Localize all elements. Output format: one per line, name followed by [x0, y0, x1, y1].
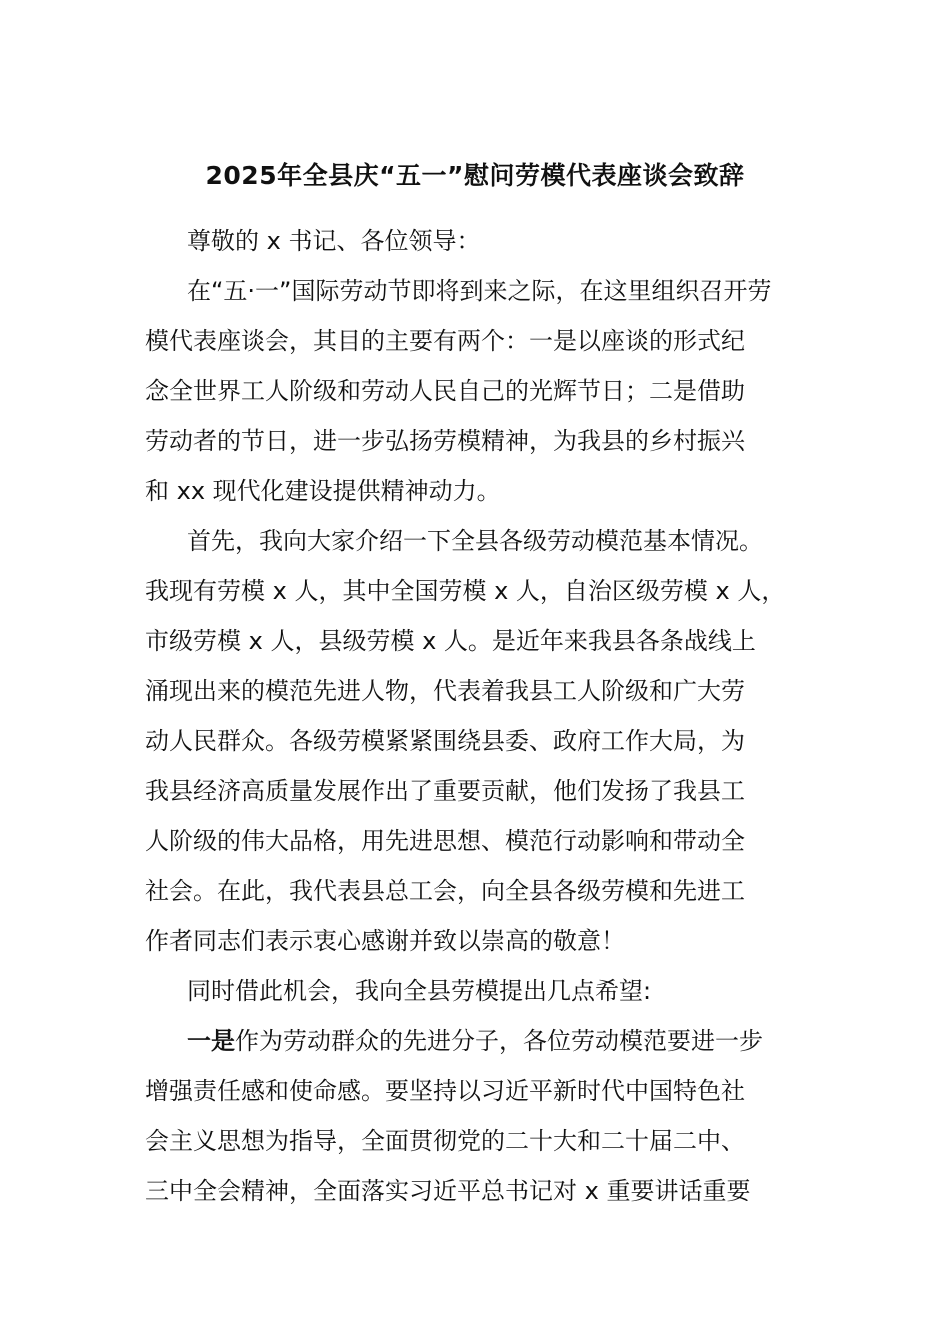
line-text: 作为劳动群众的先进分子，各位劳动模范要进一步: [235, 1027, 763, 1055]
line-text: 人阶级的伟大品格，用先进思想、模范行动影响和带动全: [145, 827, 745, 855]
text-line: [145, 366, 805, 416]
line-text: 动人民群众。各级劳模紧紧围绕县委、政府工作大局，为: [145, 727, 745, 755]
line-text: 社会。在此，我代表县总工会，向全县各级劳模和先进工: [145, 877, 745, 905]
line-text: 市级劳模 x 人，县级劳模 x 人。是近年来我县各条战线上: [145, 627, 756, 655]
text-line: [145, 1166, 805, 1216]
line-text: 劳动者的节日，进一步弘扬劳模精神，为我县的乡村振兴: [145, 427, 745, 455]
line-text: 在“五·一”国际劳动节即将到来之际，在这里组织召开劳: [187, 277, 772, 305]
line-text: 念全世界工人阶级和劳动人民自己的光辉节日；二是借助: [145, 377, 745, 405]
text-line: [145, 466, 805, 516]
text-line: [145, 716, 805, 766]
text-line: [145, 516, 805, 566]
text-line: [145, 966, 805, 1016]
text-line: [145, 216, 805, 266]
text-line: [145, 1016, 805, 1066]
text-line: [145, 916, 805, 966]
line-text: 和 xx 现代化建设提供精神动力。: [145, 477, 501, 505]
text-line: [145, 566, 805, 616]
line-text: 作者同志们表示衷心感谢并致以崇高的敬意！: [145, 927, 625, 955]
text-line: [145, 766, 805, 816]
text-line: [145, 666, 805, 716]
bold-prefix: 一是: [187, 1027, 235, 1055]
line-text: 我县经济高质量发展作出了重要贡献，他们发扬了我县工: [145, 777, 745, 805]
line-text: 尊敬的 x 书记、各位领导：: [187, 227, 481, 255]
text-line: [145, 816, 805, 866]
text-line: [145, 616, 805, 666]
text-line: [145, 866, 805, 916]
text-line: [145, 316, 805, 366]
text-line: [145, 1116, 805, 1166]
document-body: [145, 216, 805, 1216]
line-text: 涌现出来的模范先进人物，代表着我县工人阶级和广大劳: [145, 677, 745, 705]
line-text: 首先，我向大家介绍一下全县各级劳动模范基本情况。: [187, 527, 763, 555]
line-text: 会主义思想为指导，全面贯彻党的二十大和二十届二中、: [145, 1127, 745, 1155]
document-title: 2025年全县庆“五一”慰问劳模代表座谈会致辞: [205, 161, 745, 190]
text-line: [145, 1066, 805, 1116]
line-text: 同时借此机会，我向全县劳模提出几点希望:: [187, 977, 652, 1005]
text-line: [145, 266, 805, 316]
line-text: 模代表座谈会，其目的主要有两个：一是以座谈的形式纪: [145, 327, 745, 355]
text-line: [145, 416, 805, 466]
line-text: 三中全会精神，全面落实习近平总书记对 x 重要讲话重要: [145, 1177, 751, 1205]
line-text: 增强责任感和使命感。要坚持以习近平新时代中国特色社: [145, 1077, 745, 1105]
line-text: 我现有劳模 x 人，其中全国劳模 x 人，自治区级劳模 x 人，: [145, 577, 786, 605]
